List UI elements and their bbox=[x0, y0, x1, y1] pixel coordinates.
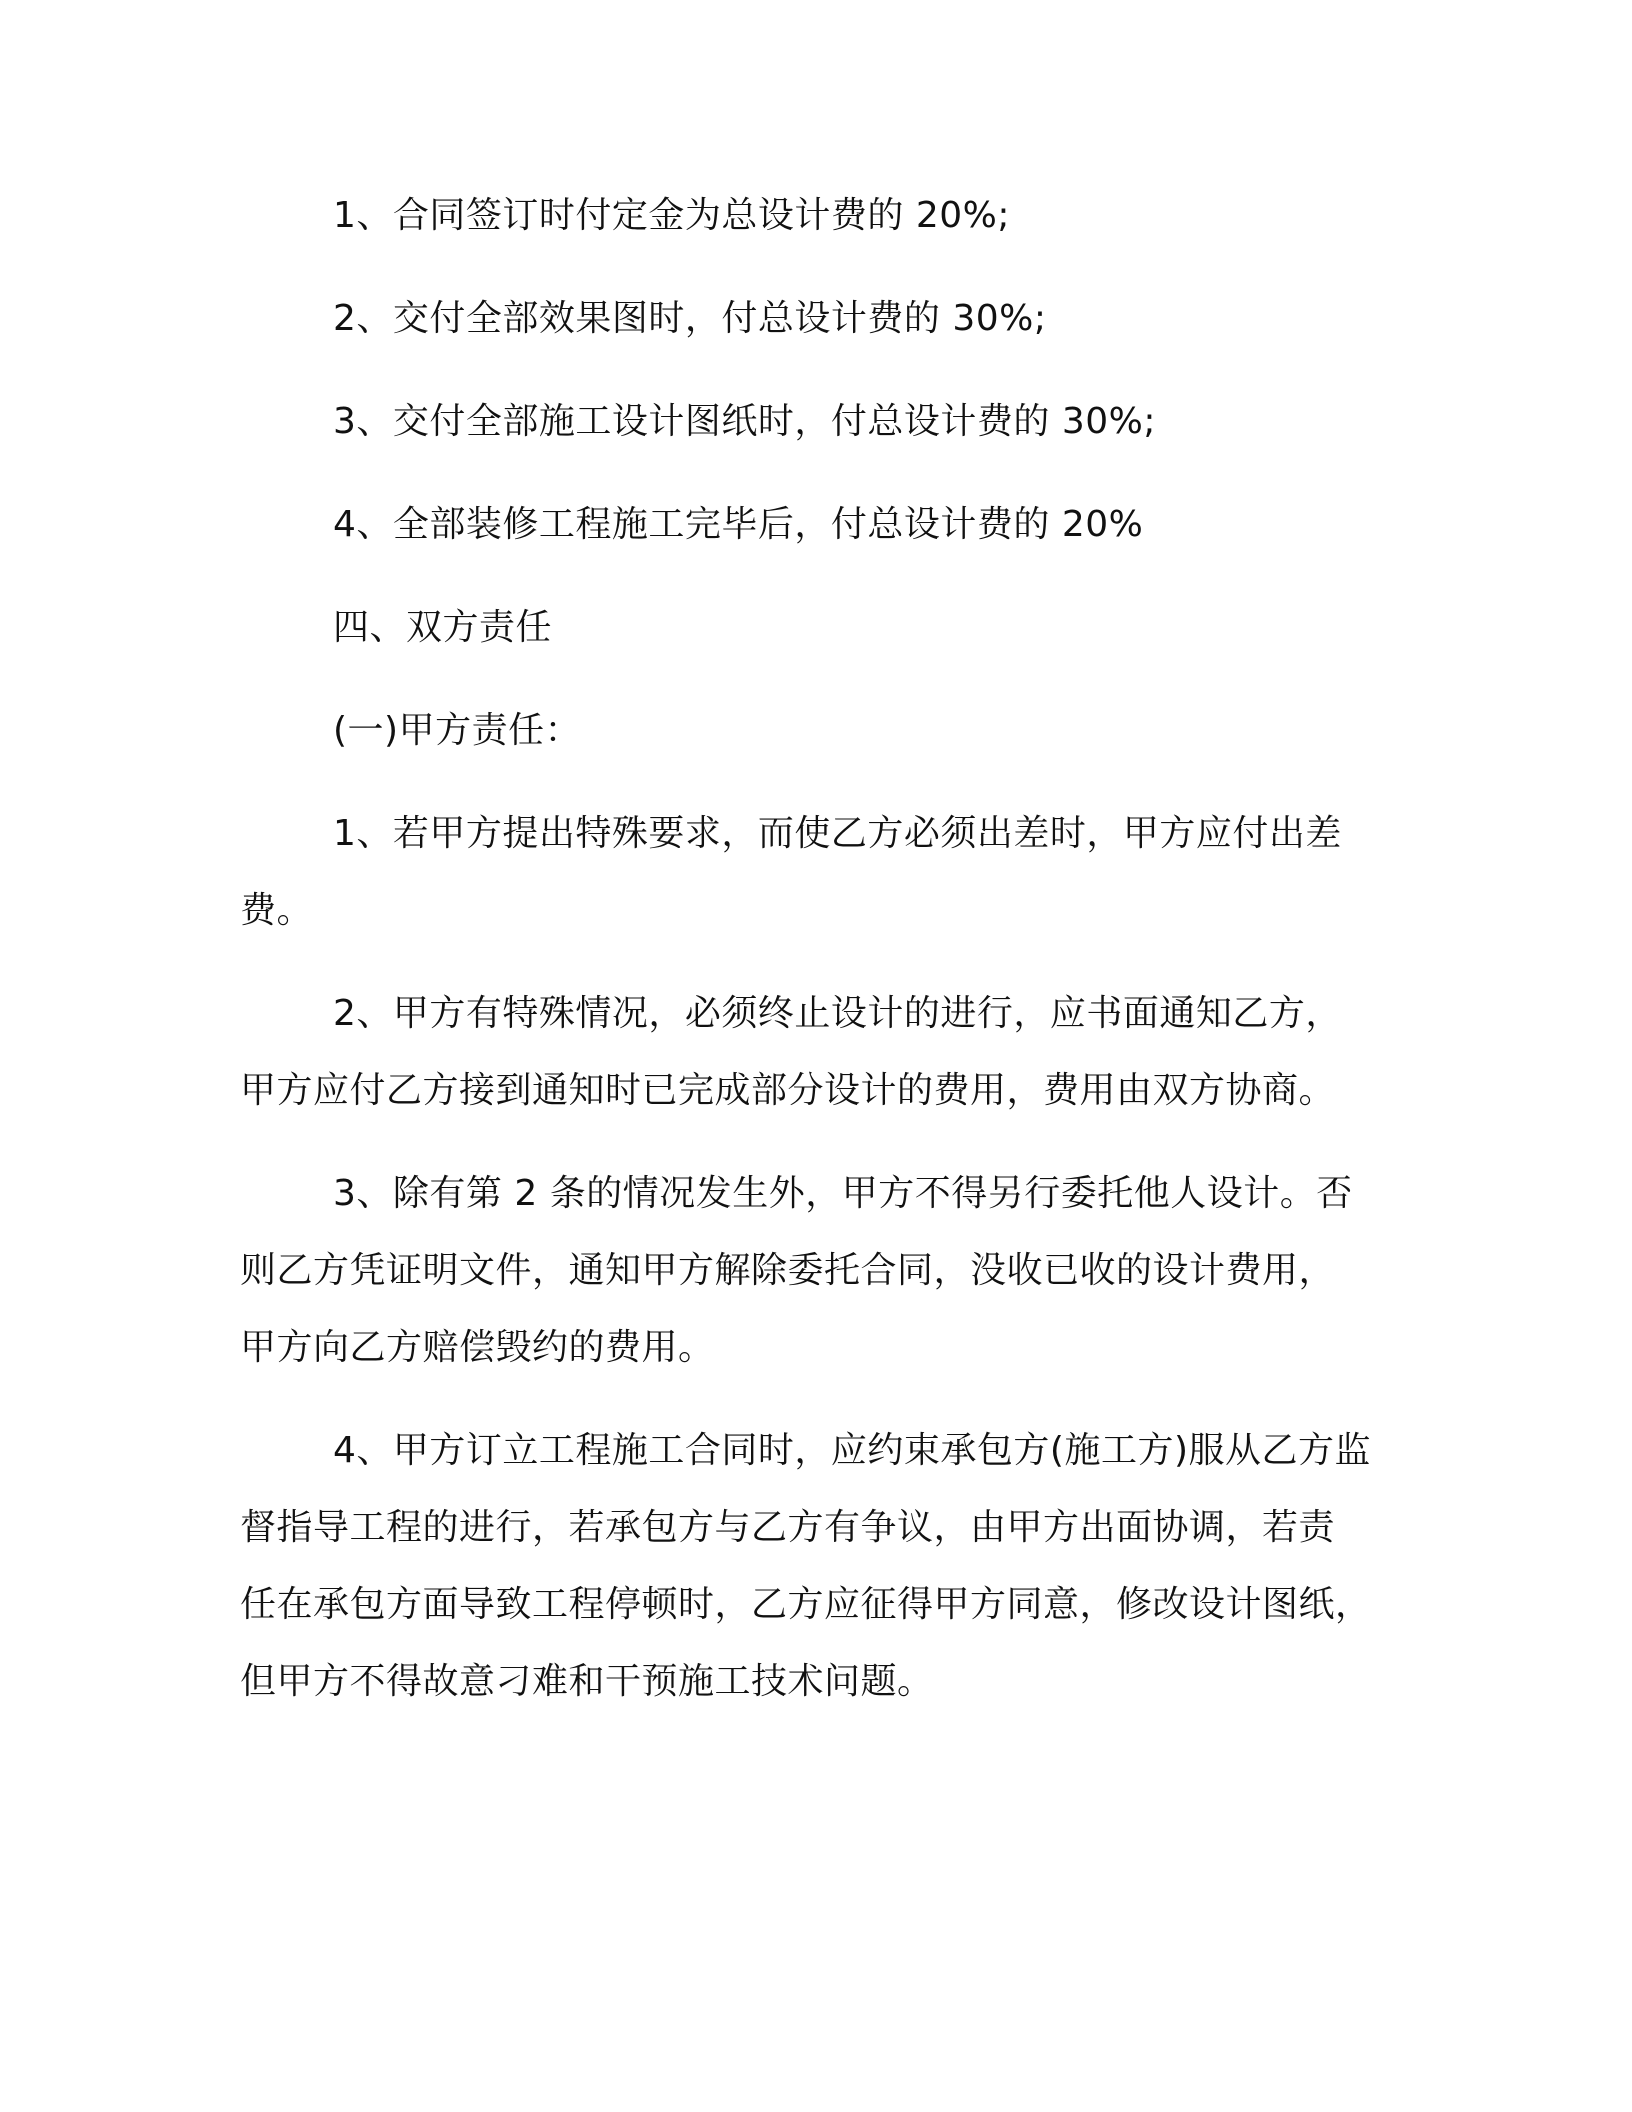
payment-item-2: 2、交付全部效果图时，付总设计费的 30%; bbox=[333, 298, 1047, 339]
payment-item-4: 4、全部装修工程施工完毕后，付总设计费的 20% bbox=[333, 504, 1144, 545]
clause-line: 但甲方不得故意刁难和干预施工技术问题。 bbox=[240, 1661, 934, 1702]
clause-line: 2、甲方有特殊情况，必须终止设计的进行，应书面通知乙方， bbox=[333, 993, 1342, 1034]
clause-line: 3、除有第 2 条的情况发生外，甲方不得另行委托他人设计。否 bbox=[333, 1173, 1353, 1214]
clause-line: 费。 bbox=[240, 890, 314, 931]
payment-item-3: 3、交付全部施工设计图纸时，付总设计费的 30%; bbox=[333, 401, 1156, 442]
clause-line: 则乙方凭证明文件，通知甲方解除委托合同，没收已收的设计费用， bbox=[240, 1250, 1336, 1291]
clause-line: 甲方向乙方赔偿毁约的费用。 bbox=[240, 1327, 715, 1368]
payment-item-1: 1、合同签订时付定金为总设计费的 20%; bbox=[333, 195, 1010, 236]
clause-line: 任在承包方面导致工程停顿时，乙方应征得甲方同意，修改设计图纸， bbox=[240, 1584, 1372, 1625]
subsection-heading: (一)甲方责任： bbox=[333, 710, 582, 751]
clause-line: 甲方应付乙方接到通知时已完成部分设计的费用，费用由双方协商。 bbox=[240, 1070, 1336, 1111]
section-heading: 四、双方责任 bbox=[333, 607, 553, 648]
clause-line: 4、甲方订立工程施工合同时，应约束承包方(施工方)服从乙方监 bbox=[333, 1430, 1371, 1471]
clause-line: 督指导工程的进行，若承包方与乙方有争议，由甲方出面协调，若责 bbox=[240, 1507, 1336, 1548]
clause-line: 1、若甲方提出特殊要求，而使乙方必须出差时，甲方应付出差 bbox=[333, 813, 1342, 854]
